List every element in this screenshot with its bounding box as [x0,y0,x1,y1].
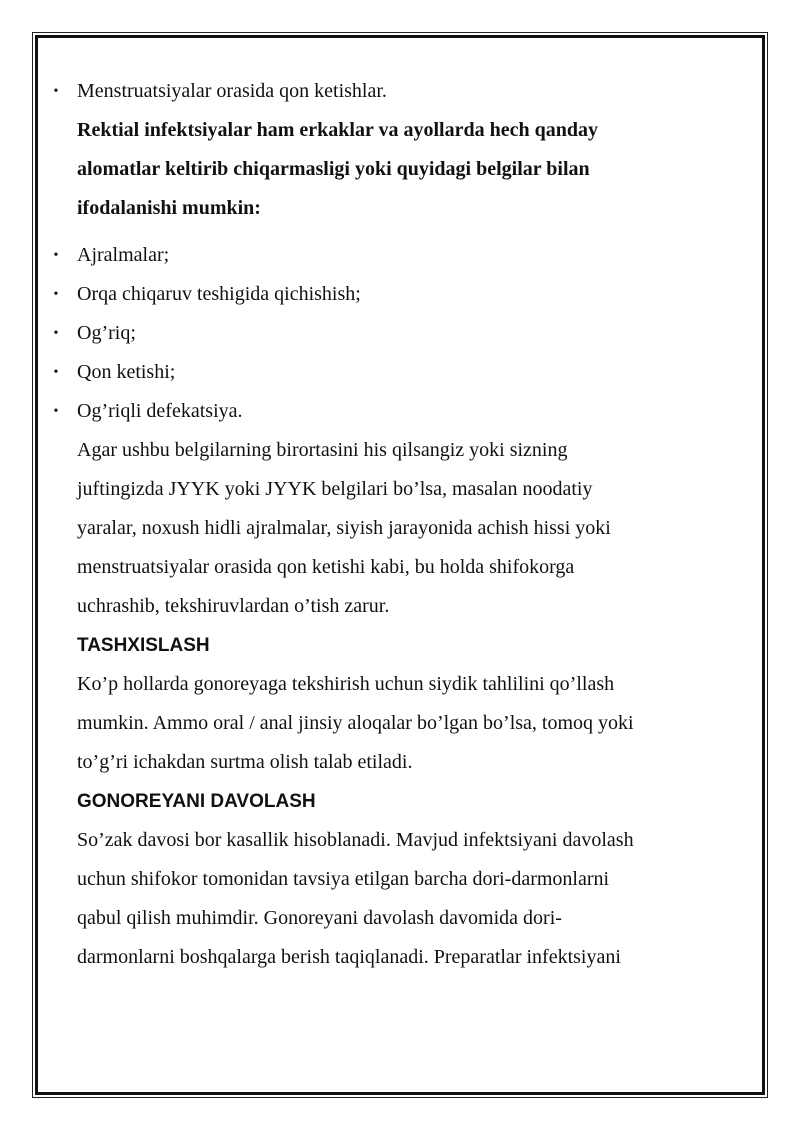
paragraph-line: mumkin. Ammo oral / anal jinsiy aloqalar bo’lgan bo’lsa, tomoq yoki [77,712,634,734]
bullet-icon: • [53,287,59,302]
list-item-text: Orqa chiqaruv teshigida qichishish; [77,283,361,305]
bullet-icon: • [53,404,59,419]
paragraph-line: Ko’p hollarda gonoreyaga tekshirish uchun siydik tahlilini qo’llash [77,673,615,695]
paragraph-line: to’g’ri ichakdan surtma olish talab etiladi. [77,751,413,773]
paragraph-line: yaralar, noxush hidli ajralmalar, siyish jarayonida achish hissi yoki [77,517,611,539]
bullet-icon: • [53,248,59,263]
paragraph-line: So’zak davosi bor kasallik hisoblanadi. Mavjud infektsiyani davolash [77,829,634,851]
heading-line: ifodalanishi mumkin: [77,197,261,219]
list-item [53,314,737,353]
list-item [53,236,737,275]
heading-line: alomatlar keltirib chiqarmasligi yoki quyidagi belgilar bilan [77,158,590,180]
list-item-text: Menstruatsiyalar orasida qon ketishlar. [77,80,387,102]
list-item [53,275,737,314]
diagnosis-section [77,626,737,782]
advice-paragraph [77,431,737,626]
list-item [53,392,737,431]
paragraph-line: juftingizda JYYK yoki JYYK belgilari bo’lsa, masalan noodatiy [77,478,593,500]
paragraph-line: qabul qilish muhimdir. Gonoreyani davolash davomida dori- [77,907,562,929]
paragraph-line: menstruatsiyalar orasida qon ketishi kabi, bu holda shifokorga [77,556,575,578]
section-heading-diagnosis: TASHXISLASH [77,635,210,656]
list-item [53,72,737,111]
bullet-icon: • [53,326,59,341]
heading-line: Rektial infektsiyalar ham erkaklar va ayollarda hech qanday [77,119,598,141]
paragraph-line: Agar ushbu belgilarning birortasini his qilsangiz yoki sizning [77,439,568,461]
list-item-text: Ajralmalar; [77,244,170,266]
bullet-icon: • [53,365,59,380]
rectal-heading [77,111,737,228]
bullet-icon: • [53,84,59,99]
paragraph-line: uchrashib, tekshiruvlardan o’tish zarur. [77,595,390,617]
paragraph-line: darmonlarni boshqalarga berish taqiqlanadi. Preparatlar infektsiyani [77,946,621,968]
rectal-symptom-list [53,236,737,431]
list-item-text: Og’riq; [77,322,136,344]
list-item-text: Og’riqli defekatsiya. [77,400,243,422]
section-heading-treatment: GONOREYANI DAVOLASH [77,791,316,812]
paragraph-line: uchun shifokor tomonidan tavsiya etilgan barcha dori-darmonlarni [77,868,610,890]
document-body [53,72,737,977]
list-item [53,353,737,392]
list-item-text: Qon ketishi; [77,361,176,383]
treatment-section [77,782,737,977]
